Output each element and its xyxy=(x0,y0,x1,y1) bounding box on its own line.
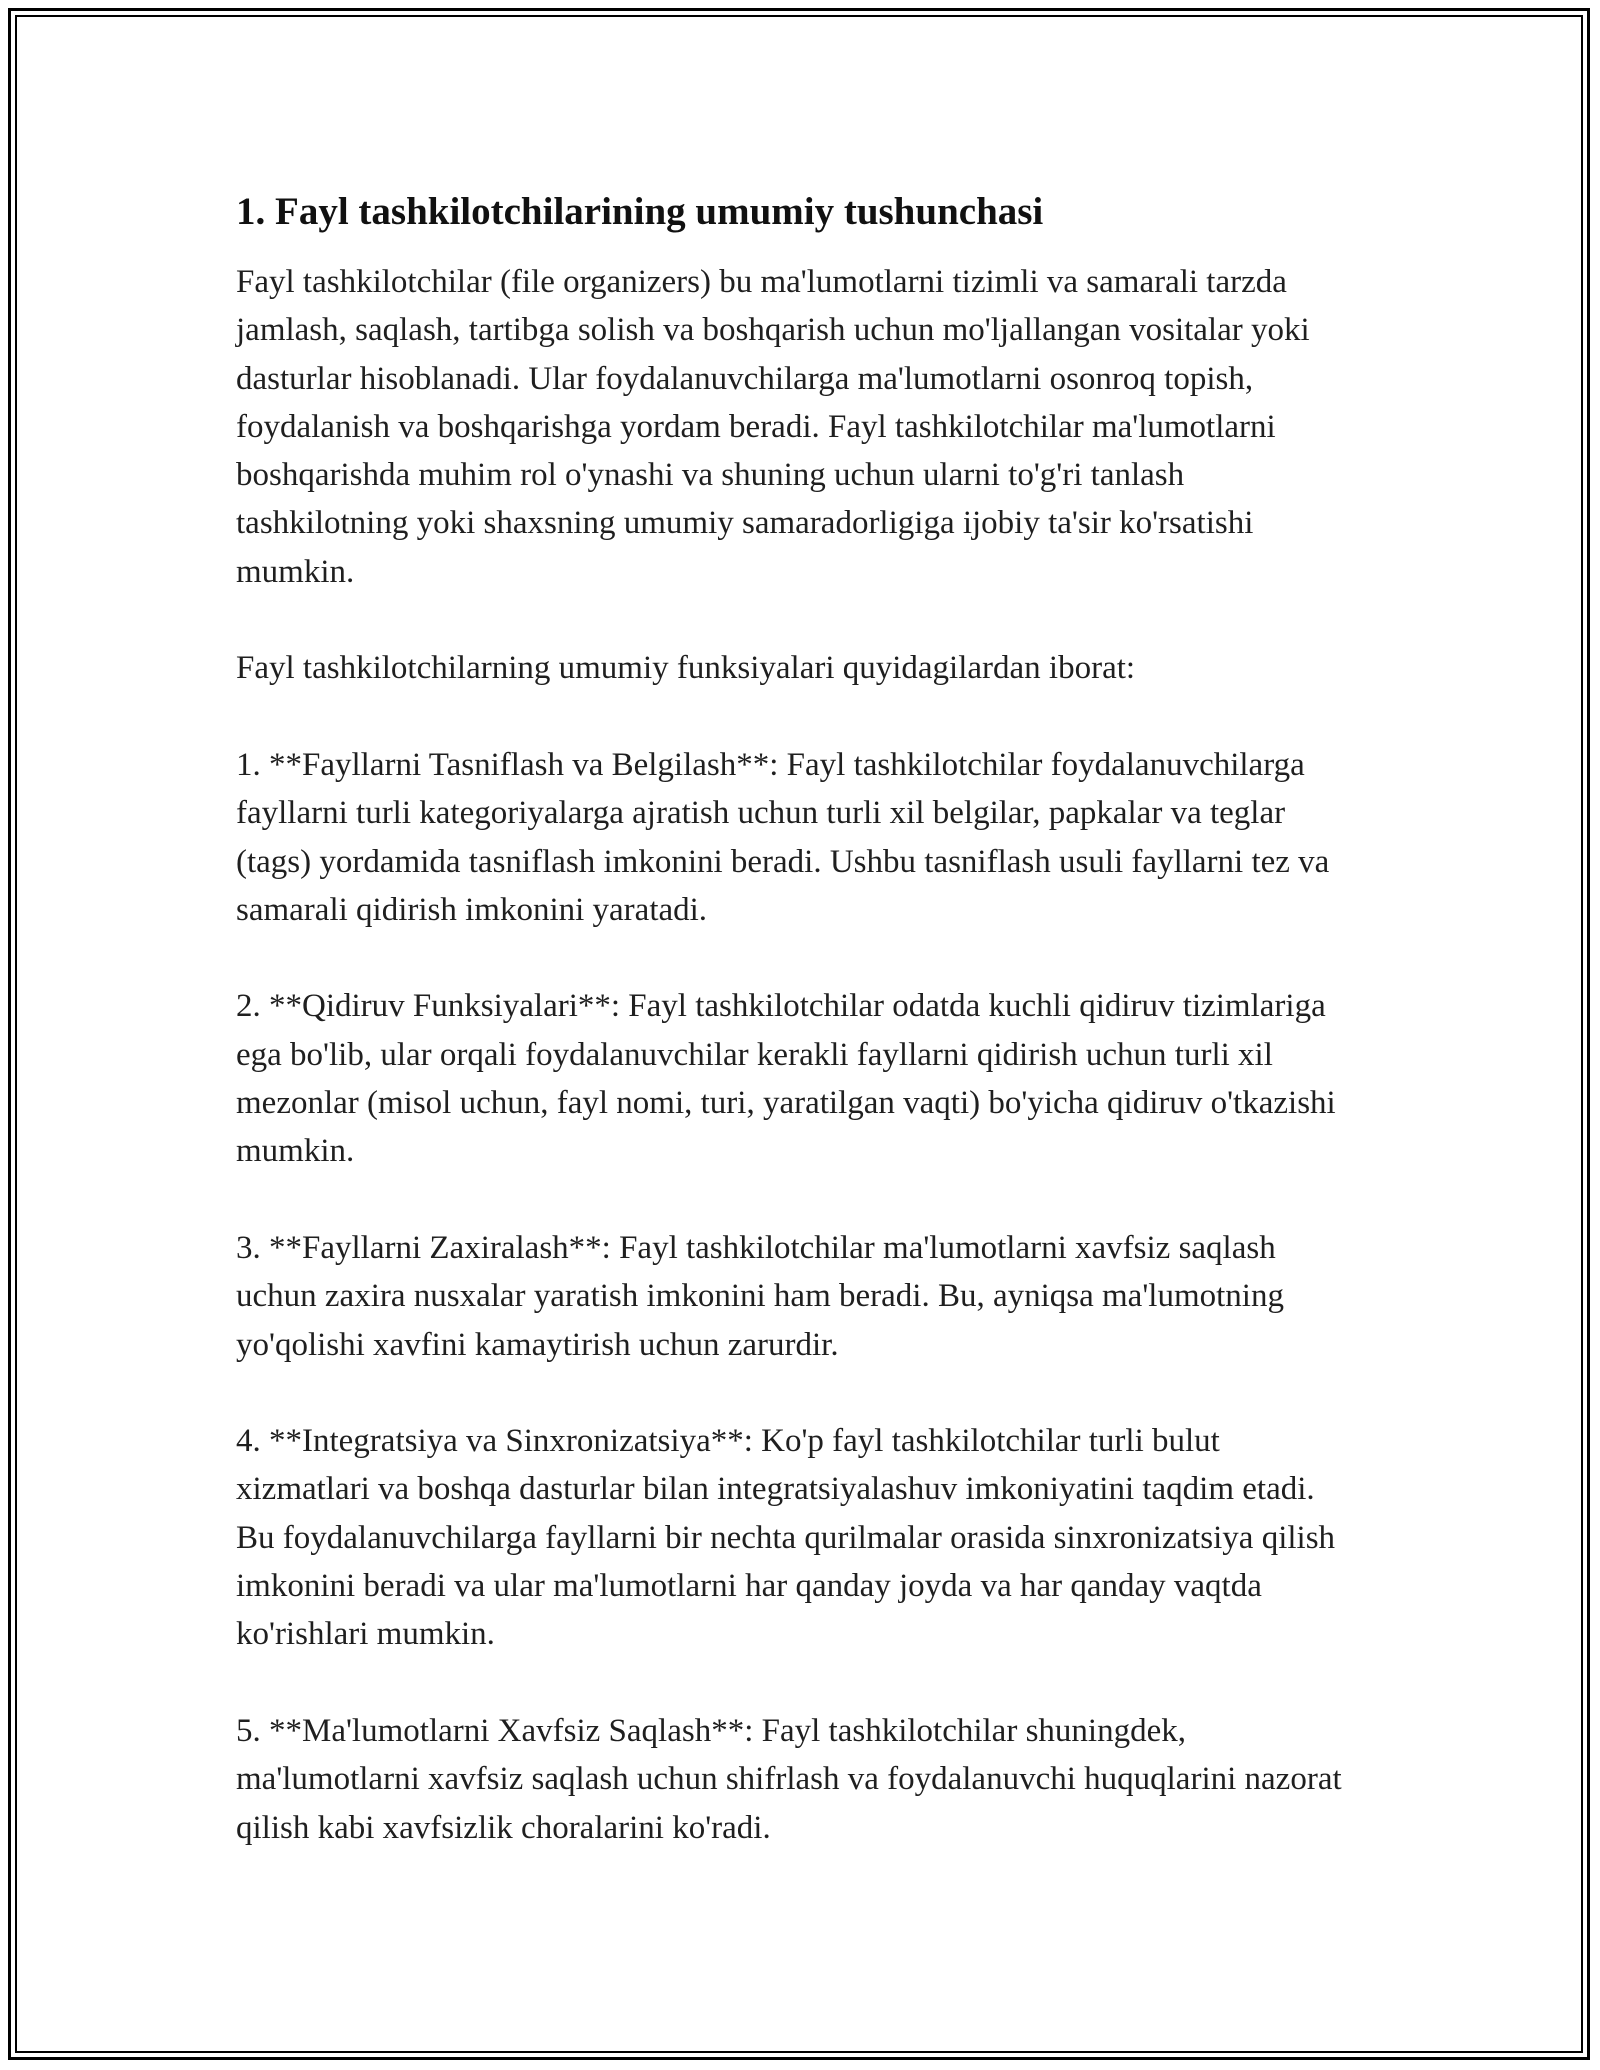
function-item-search: 2. **Qidiruv Funksiyalari**: Fayl tashkilotchilar odatda kuchli qidiruv tizimlariga ega bo'lib, ular orqali foydalanuvchilar kerakli fayllarni qidirish uchun turli xil mezonlar (misol uchun, fayl nomi, turi, yaratilgan vaqti) bo'yicha qidiruv o'tkazishi mumkin. xyxy=(236,988,1336,1170)
function-item-security: 5. **Ma'lumotlarni Xavfsiz Saqlash**: Fayl tashkilotchilar shuningdek, ma'lumotlarni xavfsiz saqlash uchun shifrlash va foydalanuvchi huquqlarini nazorat qilish kabi xavfsizlik choralarini ko'radi. xyxy=(236,1712,1342,1846)
function-item-sync: 4. **Integratsiya va Sinxronizatsiya**: Ko'p fayl tashkilotchilar turli bulut xizmatlari va boshqa dasturlar bilan integratsiyalashuv imkoniyatini taqdim etadi. Bu foydalanuvchilarga fayllarni bir nechta qurilmalar orasida sinxronizatsiya qilish imkonini beradi va ular ma'lumotlarni har qanday joyda va har qanday vaqtda ko'rishlari mumkin. xyxy=(236,1423,1336,1653)
section-heading: 1. Fayl tashkilotchilarining umumiy tushunchasi xyxy=(236,190,1044,233)
function-item-classification: 1. **Fayllarni Tasniflash va Belgilash**: Fayl tashkilotchilar foydalanuvchilarga fayllarni turli kategoriyalarga ajratish uchun turli xil belgilar, papkalar va teglar (tags) yordamida tasniflash imkonini beradi. Ushbu tasniflash usuli fayllarni tez va samarali qidirish imkonini yaratadi. xyxy=(236,746,1330,928)
functions-intro-paragraph: Fayl tashkilotchilarning umumiy funksiyalari quyidagilardan iborat: xyxy=(236,650,1136,687)
intro-paragraph: Fayl tashkilotchilar (file organizers) bu ma'lumotlarni tizimli va samarali tarzda jamlash, saqlash, tartibga solish va boshqarish uchun mo'ljallangan vositalar yoki dasturlar hisoblanadi. Ular foydalanuvchilarga ma'lumotlarni osonroq topish, foydalanish va boshqarishga yordam beradi. Fayl tashkilotchilar ma'lumotlarni boshqarishda muhim rol o'ynashi va shuning uchun ularni to'g'ri tanlash tashkilotning yoki shaxsning umumiy samaradorligiga ijobiy ta'sir ko'rsatishi mumkin. xyxy=(236,264,1310,590)
function-item-backup: 3. **Fayllarni Zaxiralash**: Fayl tashkilotchilar ma'lumotlarni xavfsiz saqlash uchun zaxira nusxalar yaratish imkonini ham beradi. Bu, ayniqsa ma'lumotning yo'qolishi xavfini kamaytirish uchun zarurdir. xyxy=(236,1229,1284,1363)
document-body xyxy=(236,186,1356,1852)
